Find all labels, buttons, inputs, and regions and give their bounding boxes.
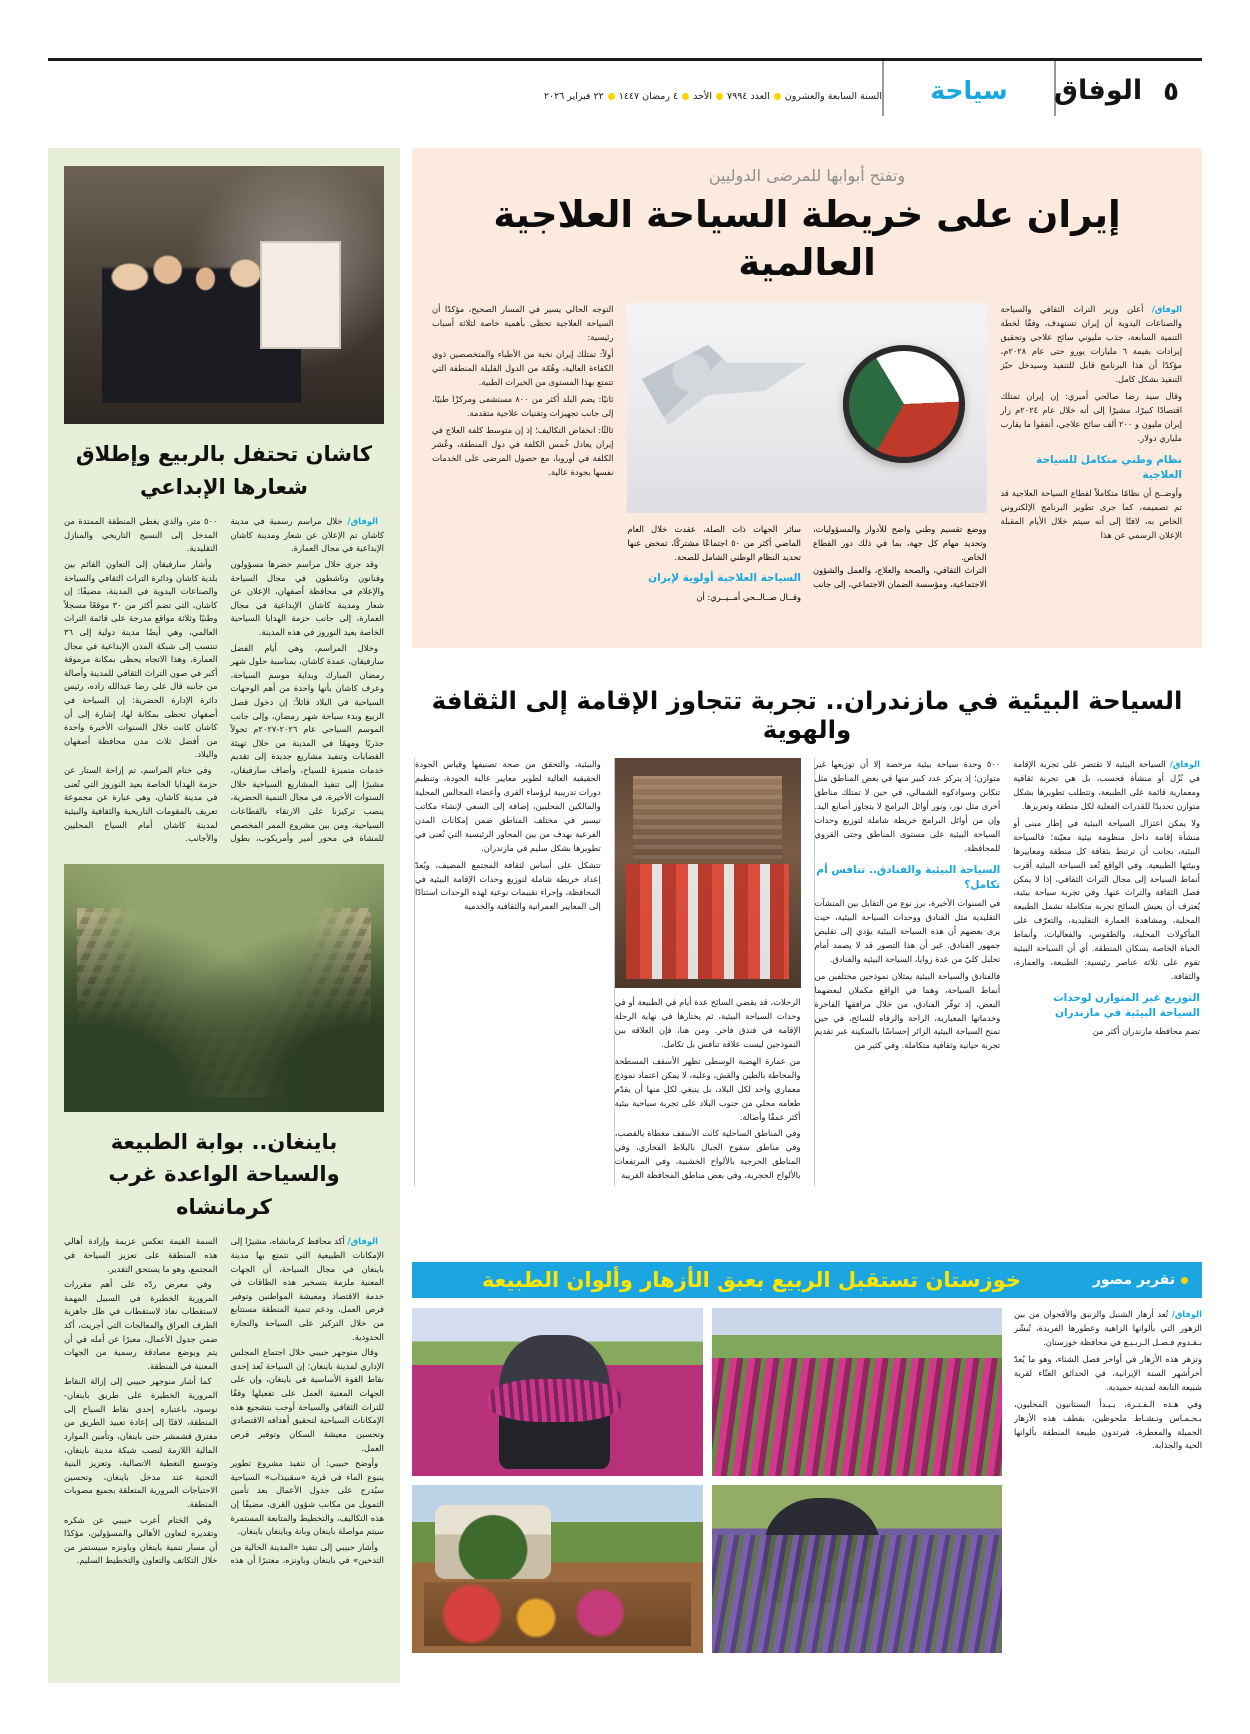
bullet-dot-icon bbox=[1181, 1277, 1188, 1284]
mazandaran-column-2 bbox=[814, 758, 1001, 1186]
mazandaran-column-1 bbox=[1013, 758, 1200, 1186]
paragraph: من عمارة الهضبة الوسطى تظهر الأسقف المسطحة والمحاطة بالطين والقش، وعليه، لا يمكن اعتماد نموذج معماري واحد لكل البلاد، بل ينبغي لكل منها أن يقدّم طعامه محلي من جنوب البلاد على تجربة سياحية بيئية أكثر عمقًا وأصالة. bbox=[614, 1055, 801, 1122]
page-number: ٥ bbox=[1163, 76, 1179, 107]
article-columns bbox=[432, 303, 1182, 659]
paragraph: التراث الثقافي، والصحة والعلاج، والعمل والشؤون الاجتماعية، ومؤسسة الضمان الاجتماعي، إلى جانب سائر الجهات ذات الصلة، عقدت خلال العام الماضي أكثر من ٥٠ اجتماعًا مشتركًا، تمخض عنها تحديد النظام الوطني الشامل للصحة. bbox=[627, 524, 987, 590]
lead-tag: الوفاق/ bbox=[347, 1236, 378, 1247]
paragraph: ثالثًا: انخفاض التكاليف؛ إذ إن متوسط كلفة العلاج في إيران يعادل خُمس الكلفة في دول المنطقة، وعُشر الكلفة في أوروبا، مع حصول المرضى على الخدمات نفسها بجودة عالية. bbox=[432, 424, 614, 477]
photo-illustration bbox=[64, 166, 384, 424]
paragraph bbox=[1014, 1308, 1202, 1350]
article-column-left bbox=[432, 303, 613, 659]
paragraph: وقال سيد رضا صالحي أميري: إن إيران تمتلك اقتصادًا كبيرًا، مشيرًا إلى أنه خلال عام ٢٠٢٤م زار إيران مليون و ٢٠٠ ألف سائح علاجي، أنفقوا ما يقارب ملياري دولار. bbox=[1000, 390, 1183, 443]
article-subcolumns bbox=[627, 523, 986, 604]
issue-info-line bbox=[544, 91, 882, 102]
mazandaran-columns bbox=[412, 758, 1202, 1186]
photo-illustration bbox=[64, 864, 384, 1112]
mazandaran-column-4 bbox=[414, 758, 601, 1186]
paragraph: وأوضح حبيبي: أن تنفيذ مشروع تطوير ينبوع الماء في قرية «سقبيذاب» السياحية سيُدرج على جدول الأعمال بعد تأمين التمويل من مكانب شؤون القرى، مضيفًا إن هذه التكاليف، والتخطيط والمتابعة المستمرة سيتم مواصلة باينغان وبانة وباينغان باينغان. bbox=[230, 1458, 384, 1537]
photo-report-body bbox=[412, 1308, 1202, 1653]
farmer-bouquet-photo bbox=[412, 1308, 703, 1476]
bullet-dot-icon bbox=[774, 93, 781, 100]
paragraph: وفي المناطق الساحلية كانت الأسقف مغطاة بالقصب، وفي مناطق سفوح الجبال بالبلاط الفخاري، وفي المناطق الحرجية بالألواح الخشبية، وفي المرتفعات بالألواح الحجرية، وفي بعض مناطق المحافظة القريبة bbox=[614, 1128, 801, 1181]
bullet-dot-icon bbox=[682, 93, 689, 100]
photo-illustration bbox=[712, 1308, 1003, 1476]
paragraph: وتزهر هذه الأزهار في أواخر فصل الشتاء، وهو ما يُعدّ أخرأشهر السنة الإيرانية، في الحدائق الغنّاء لقرية شبيعة التابعة لمدينة حميدية. bbox=[1014, 1353, 1202, 1392]
flower-field-photo bbox=[712, 1308, 1003, 1476]
mazandaran-headline: السياحة البيئية في مازندران.. تجربة تتجاوز الإقامة إلى الثقافة والهوية bbox=[431, 686, 1183, 744]
kashan-headline: كاشان تحتفل بالربيع وإطلاق شعارها الإبداعي bbox=[75, 442, 373, 499]
paragraph bbox=[231, 515, 385, 556]
paragraph: وأشار سارفيقان إلى التعاون القائم بين بلدية كاشان ودائرة التراث الثقافي والسياحة والصناعات اليدوية في المدينة، مضيفًا: إن كاشان، التي تضم أكثر من ٣٠ موقعًا مسجلاً وطنيًا وثلاثة مواقع مدرجة على قائمة التراث العالمي، وهي أيضًا مدينة دولية إلى ٣٦ تنتسب إلى شبكة المدن الإبداعية في مجال العمارة. وهذا الاتجاه يحظى بمكانة مرموقة أكبر في صون التراث الثقافي للمدينة وأصالة من جانبه قال على رضا عبدالله زاده، رئيس دائرة الإدارة الحضرية: إن السياحة في أصفهان تحظى بمكانة لها، إشارة إلى أن كاشان كانت خلال السنوات الأخيرة واحدة من أفضل ثلاث مدن محافظة أصفهان والبلاد. bbox=[64, 558, 218, 760]
paragraph: وفي معرض ردّه على أهم مقررات المرورية الخطيرة في السبيل المهمة لاستقطاب نفاذ لاستقطاب في ظل جاهزية الطرف العراق والمعالجات التي أجريت، أكد ضمن جدول الأعمال، معبرًا عن أمله في أن يتم وبوضع مصادقة رسمية من الجهات المعنية في المنطقة. bbox=[64, 1279, 218, 1371]
photo-illustration bbox=[627, 303, 986, 513]
paragraph: الرحلات، قد يقضي السائح عدة أيام في الطبيعة أو في وحدات السياحة البيئية، ثم يختارها في نهاية الرحلة الإقامة في فندق فاخر. ومن هنا، فإن العلاقة بين النموذجين ليست علاقة تنافس بل تكامل. bbox=[614, 997, 801, 1049]
paragraph: تتشكل على أساس لثقافة المجتمع المضيف، ويُعدّ إعداد خريطة شاملة لتوزيع وحدات الإقامة البيئية في المحافظة، وإجراء تقييمات نوعية لهذه الوحدات استنادًا إلى المعايير العمرانية والثقافية والخدمية bbox=[415, 859, 601, 912]
paragraph-text: تُعد أزهار الشنبل والزنبق والأقحوان من بين الزهور التي بألوانها الزاهية وعطورها الفريدة، تُبشّر بـقـدوم فـصـل الـربـيـع في محافظة خوزستان. bbox=[1014, 1309, 1202, 1347]
subheading-uneven-distribution: التوزيع غير المتوازن لوحدات السياحة البيئية في مازندران bbox=[1053, 992, 1200, 1020]
section-title[interactable]: سياحة bbox=[882, 61, 1054, 116]
paragraph: فالفنادق والسياحة البيئية يمثلان نموذجين مختلفين من أنماط السياحة، وهما في الواقع مكملان لبعضهما البعض، إذ توفّر الفنادق، من خلال مرافقها الفاخرة وخدماتها المعيارية، الراحة والرفاه للسائح، في حين تمنح السياحة البيئية الزائر إحساسًا بالسكينة عبر تقديم تجربة حياتية وثقافية متكاملة. وفي كثير من bbox=[814, 970, 1001, 1051]
paragraph: كما أشار منوجهر حبيبي إلى إزالة النقاط المرورية الخطيرة على طريق باينغان-نوسود، باعتباره إحدى نقاط السياح إلى المنطقة، لافتًا إلى إعادة تعبيد الطريق من مفترق قشمشر حتى باينغان، وتأمين الموارد المالية اللازمة لنصب شبكة مدينة باينغان، وتوسيع التغطية الاتصالية، وتعزيز البنية التحتية عند مدخل باينغان، وتحسين الاحتياجات المرورية المتعلقة بجميع مصوبات المنطقة. bbox=[64, 1376, 218, 1509]
paragraph-text: خلال مراسم رسمية في مدينة كاشان تم الإعلان عن شعار ومدينة كاشان الإبداعية في مجال العمارة. bbox=[230, 516, 384, 554]
lead-tag: الوفاق/ bbox=[1171, 1309, 1203, 1319]
kashan-ceremony-photo bbox=[64, 166, 384, 424]
paragraph bbox=[1013, 758, 1200, 814]
article-headline: إيران على خريطة السياحة العلاجية العالمية bbox=[493, 193, 1121, 285]
paragraph: وفي هـذه الـفـتـرة، يـبـدأ البستانيون المحليون، بـحـمـاس ونـشـاط ملحوظين، بقطف هذه الأزهار الجميلة والمعطرة، فيرتدون طبيعة المنطقة بألوانها الحية والجذابة. bbox=[1014, 1398, 1202, 1451]
photo-report-tag-label: تقرير مصور bbox=[1092, 1272, 1175, 1288]
lead-tag: الوفاق/ bbox=[347, 516, 378, 527]
lead-tag: الوفاق/ bbox=[1169, 759, 1201, 769]
lead-tag: الوفاق/ bbox=[1151, 304, 1182, 315]
subheading-priority: السياحة العلاجية أولوية لإيران bbox=[648, 572, 801, 585]
bullet-dot-icon bbox=[608, 93, 615, 100]
paveh-headline: باينغان.. بوابة الطبيعة والسياحة الواعدة غرب كرمانشاه bbox=[108, 1129, 340, 1219]
newspaper-brand: الوفاق bbox=[1054, 61, 1140, 116]
paveh-village-photo bbox=[64, 864, 384, 1112]
kashan-body bbox=[64, 515, 384, 848]
paragraph: في السنوات الأخيرة، برز نوع من التقابل بين المنشآت التقليدية مثل الفنادق ووحدات السياحة البيئية، حيث يرى بعضهم أن هذه السياحة البيئية يؤدي إلى تقليص جمهور الفنادق. غير أن هذا التصور قد لا يصمد أمام تحليل كليّ من عدة زوايا، السياحة البيئية والفنادق. bbox=[814, 898, 1001, 964]
paragraph: ٥٠٠ وحدة سياحة بيئية مرخصة إلا أن توزيعها غير متوازن؛ إذ يتركز عدد كبير منها في بعض المناطق مثل تنكابن وسوادكوه الشمالي، في حين لا تمتلك مناطق أخرى مثل نور، ونور أوائل البرامج لا يتجاوز أصابع اليد. وإن من أوائل البرامج خريطة شاملة لتوزيع وحدات السياحة البيئية على مستوى المناطق وحتى القروي للمحافظة. bbox=[814, 759, 1001, 853]
paragraph: وخلال المراسم، وهي أيام الفضل سارفيقان، عمدة كاشان، بمناسبة حلول شهر رمضان المبارك وبداية موسم السياحة، وعرف كاشان بأنها واحدة من أهم الوجهات السياحية في البلاد قائلاً: إن دخول فصل الربيع وبدء سياحة شهر رمضان، وإلى جانب الموسم السياحي عام ٢٠٢٦-٢٠٢٧م تحولاً جذريًا ومهمًا في المدينة من خلال تهيئة القضايات وتنفيذ مشاريع جديدة إلى تقديم خدمات متميزة للسياح، وأضاف سارفيقان، مشيرًا إلى تنفيذ المشاريع السياحية خلال السنوات الأخيرة، في مجال التنمية الحضرية، ينصب تركيزنا على الارتقاء بالقطاعات السياحية، ومن بين مشروع الممر المخصص للمشاة في محور أمير وأمريكوب، بطول ٥٠٠ متر، والذي يغطي المنطقة الممتدة من المدخل إلى النسيج التاريخي والمنازل التقليدية. bbox=[64, 516, 385, 844]
paragraph: وأوضــح أن نظامًا متكاملاً لقطاع السياحة العلاجية قد تم تصميمه، كما جرى تطوير البرنامج الإلكتروني الخاص به، لافتًا إلى أنه سيتم خلال الأيام المقبلة الإعلان الرسمي عن هذا bbox=[1000, 488, 1182, 540]
main-article bbox=[412, 148, 1202, 648]
photo-report-text bbox=[1014, 1308, 1202, 1653]
photo-illustration bbox=[412, 1308, 703, 1476]
issue-hijri-date: ٤ رمضان ١٤٤٧ bbox=[618, 91, 679, 102]
issue-weekday: الأحد bbox=[693, 91, 712, 102]
issue-number: العدد ٧٩٩٤ bbox=[727, 91, 770, 102]
medical-tourism-photo bbox=[627, 303, 986, 513]
sidebar-column bbox=[48, 148, 400, 1683]
mazandaran-column-3 bbox=[614, 758, 801, 1186]
issue-gregorian-date: ٢٢ فبراير ٢٠٢٦ bbox=[543, 91, 604, 102]
masthead bbox=[48, 58, 1202, 116]
mazandaran-article bbox=[412, 668, 1202, 1256]
paragraph-text: السياحة البيئية لا تقتصر على تجربة الإقامة في نُزُل أو منشأة فحسب، بل هي تجربة ثقافية ومعمارية قائمة على الطبيعة، وتتطلب تطويرها بشكل متوازن تحديدًا للقدرات الفعلية لكل منطقة وتعزيزها. bbox=[1013, 759, 1200, 811]
paragraph: ثانيًا: يضم البلد أكثر من ٨٠٠ مستشفى ومركزًا طبيًا، إلى جانب تجهيزات وتقنيات علاجية متقدمة. bbox=[432, 393, 614, 418]
photo-report-tag bbox=[1093, 1272, 1188, 1288]
flower-picker-photo bbox=[712, 1485, 1003, 1653]
paragraph: ووضع تقسيم وطني واضح للأدوار والمسؤوليات، وتحديد مهام كل جهة، بما في ذلك دور القطاع الخاص. bbox=[813, 524, 987, 562]
paragraph: تضم محافظة مازندران أكثر من bbox=[1092, 1026, 1200, 1037]
paragraph bbox=[231, 1235, 385, 1344]
issue-info bbox=[48, 61, 882, 116]
mazandaran-guesthouse-photo bbox=[615, 758, 801, 988]
article-kicker: وتفتح أبوابها للمرضى الدوليين bbox=[708, 166, 906, 185]
subheading-hotels-vs-ecolodges: السياحة البيئية والفنادق.. تنافس أم تكامل؟ bbox=[816, 863, 1001, 891]
paragraph: وفي الختام أعرب حبيبي عن شكره وتقديره لتعاون الأهالي والمسؤولين، مؤكدًا أن مسار تنمية باينغان وباونزه سيستمر من خلال التكاتف والتعاون والتخطيط السليم. bbox=[64, 1514, 218, 1566]
photo-report-gallery bbox=[412, 1308, 1002, 1653]
paragraph: ولا يمكن اعتزال السياحة البيئية في إطار مبنى أو منشأة إقامة داخل منظومة بيئية معيّنة؛ فالسياحة البيئية، بجانب أن ترتبط بثقافة كل منطقة ومعاييرها وبيئتها الطبيعية. وفي الواقع تُعد السياحة البيئية أقرب أنماط السياحة إلى مجال التراث الثقافي، إذا لا يمكن فصل الثقافة والتراث عنها. وفي تجربة سياحة بيئية، يُعترف أن يعيش السائح تجربة متكاملة تشمل الطبيعة المحلية، ومشاهدة العمارة التقليدية، والتعرّف على المأكولات المحلية، والطقوس، والفعاليات، وأنماط الحياة الخاصة بسكان المنطقة. أي أن السياحة البيئية تقوم على ثلاثة عناصر رئيسية: الطبيعة، والعمارة، والثقافة. bbox=[1013, 817, 1200, 982]
paragraph: وفي ختام المراسم، تم إزاحة الستار عن حزمة الهدايا الخاصة بعيد النوروز التي تُعنى في مدينة كاشان، وهي عبارة عن مجموعة تعريف بالمقومات التاريخية والثقافية والبيئية لمدينة كاشان أمام السياح المحليين والأجانب. bbox=[64, 765, 218, 844]
garden-market-photo bbox=[412, 1485, 703, 1653]
paragraph: وقــال صــالــحي أمــيــري: أن bbox=[696, 591, 801, 602]
paragraph: أولاً: تمتلك إيران نخبة من الأطباء والمتخصصين ذوي الكفاءة العالية، وهُمّة من الدول القليلة المنطقة التي تتمتع بهذا المستوى من الخبرات الطبية. bbox=[432, 349, 614, 387]
paragraph-text: أكد محافظ كرمانشاه، مشيرًا إلى الإمكانات الطبيعية التي تتمتع بها مدينة باينغان في مجال السياحة، أن الجهات المعنية ملزمة بتسخير هذه الطاقات في خدمة الاقتصاد ومعيشة المواطنين وتوفير فرص العمل، ودعم تنمية المنطقة مستتابع من خلال التركيز على السياحة والتجارة الحدودية. bbox=[230, 1236, 384, 1342]
paragraph bbox=[1001, 303, 1182, 387]
article-column-middle bbox=[627, 303, 986, 659]
article-column-right bbox=[1001, 303, 1182, 659]
subheading-national-system: نظام وطني متكامل للسياحة العلاجية bbox=[1036, 453, 1182, 481]
paragraph: وقد جرى خلال مراسم حضرها مسؤولون وفنانون وناشطون في مجال السياحة والإعلام في محافظة أصفهان، الإعلان عن شعار ومدينة كاشان الإبداعية في مجال العمارة، إلى جانب حزمة الهدايا السياحية الخاصة بعيد النوروز في هذه المدينة. bbox=[230, 558, 384, 637]
issue-year: السنة السابعة والعشرون bbox=[784, 91, 882, 102]
paveh-body bbox=[64, 1235, 384, 1569]
photo-report-headline: خوزستان تستقبل الربيع بعبق الأزهار وألوان الطبيعة bbox=[481, 1268, 1021, 1292]
paragraph: التوجه الحالي يسير في المسار الصحيح، مؤكدًا أن السياحة العلاجية تحظى بأهمية خاصة لثلاثة أسباب رئيسية: bbox=[432, 304, 614, 343]
paragraph: وقال منوجهر حبيبي خلال اجتماع المجلس الإداري لمدينة باينغان: إن السياحة تُعد إحدى نقاط القوة الأساسية في باينغان، وإن على الجهات المعنية العمل على تفعيلها وفقًا للتراث الثقافي والسياحة أوجب بتشجيع هذه الإمكانات السياحية لتحقيق أهدافه الاقتصادي وتحسين معيشة السكان وتوفير فرص العمل. bbox=[230, 1347, 384, 1453]
photo-illustration bbox=[615, 758, 801, 988]
photo-report-banner bbox=[412, 1262, 1202, 1298]
paragraph: والبيئية، والتحقق من صحة تصنيفها وقياس الجودة الحقيقية العالية لطوير معايير عالية الجودة، وتنظيم دورات تدريبية لرؤساء القرى وأعضاء المجالس المحلية والمالكين المحليين، إضافة إلى السعي لإنشاء مكاتب تيسير في مختلف المناطق ضمن إمكانات المدن الفرعية بهدف من بين المحاور الرئيسية التي تُعنى في تطويرها بشكل سليم في مازندران. bbox=[415, 759, 601, 853]
photo-illustration bbox=[712, 1485, 1003, 1653]
paragraph: وأشار حبيبي إلى تنفيذ «المدينة الخالية من التدخين» في باينغان وباونزه، معتبرًا أن هذه السمة القيمة تعكس عزيمة وإرادة أهالي هذه المنطقة على تعزيز السياحة في المجتمع، وهو ما يستحق التقدير. bbox=[64, 1236, 384, 1566]
bullet-dot-icon bbox=[716, 93, 723, 100]
photo-report-article bbox=[412, 1262, 1202, 1683]
photo-illustration bbox=[412, 1485, 703, 1653]
paragraph-text: أعلن وزير التراث الثقافي والسياحة والصناعات اليدوية أن إيران تستهدف، وفقًا لخطة التنمية السابعة، جذب مليوني سائح علاجي وتحقيق إيرادات بقيمة ٦ مليارات يورو حتى عام ٢٠٢٨م، مؤكدًا أن هذا البرنامج قابل للتنفيذ وسيدخل حيّز التنفيذ بشكل كامل. bbox=[1000, 304, 1183, 384]
